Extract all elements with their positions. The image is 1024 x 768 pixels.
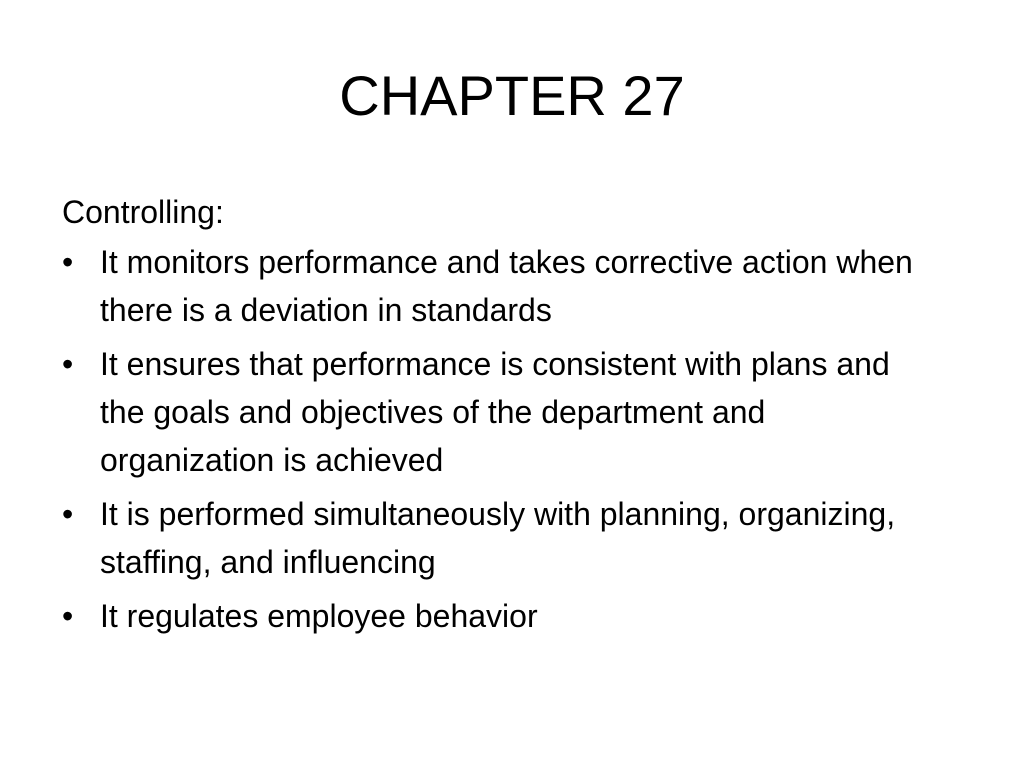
bullet-icon: •	[62, 496, 74, 532]
bullet-item	[62, 490, 942, 586]
slide-title: CHAPTER 27	[339, 64, 685, 127]
slide-body	[62, 188, 942, 646]
bullet-list	[62, 238, 942, 640]
bullet-item	[62, 340, 942, 484]
bullet-item	[62, 238, 942, 334]
bullet-icon: •	[62, 598, 74, 634]
bullet-item	[62, 592, 942, 640]
bullet-text: It ensures that performance is consistent with plans and the goals and objectives of the department and organization is achieved	[100, 346, 890, 478]
bullet-text: It is performed simultaneously with planning, organizing, staffing, and influencing	[100, 496, 896, 580]
bullet-icon: •	[62, 244, 74, 280]
bullet-text: It monitors performance and takes corrective action when there is a deviation in standards	[100, 244, 913, 328]
section-heading: Controlling:	[62, 194, 224, 230]
bullet-icon: •	[62, 346, 74, 382]
bullet-text: It regulates employee behavior	[100, 598, 538, 634]
